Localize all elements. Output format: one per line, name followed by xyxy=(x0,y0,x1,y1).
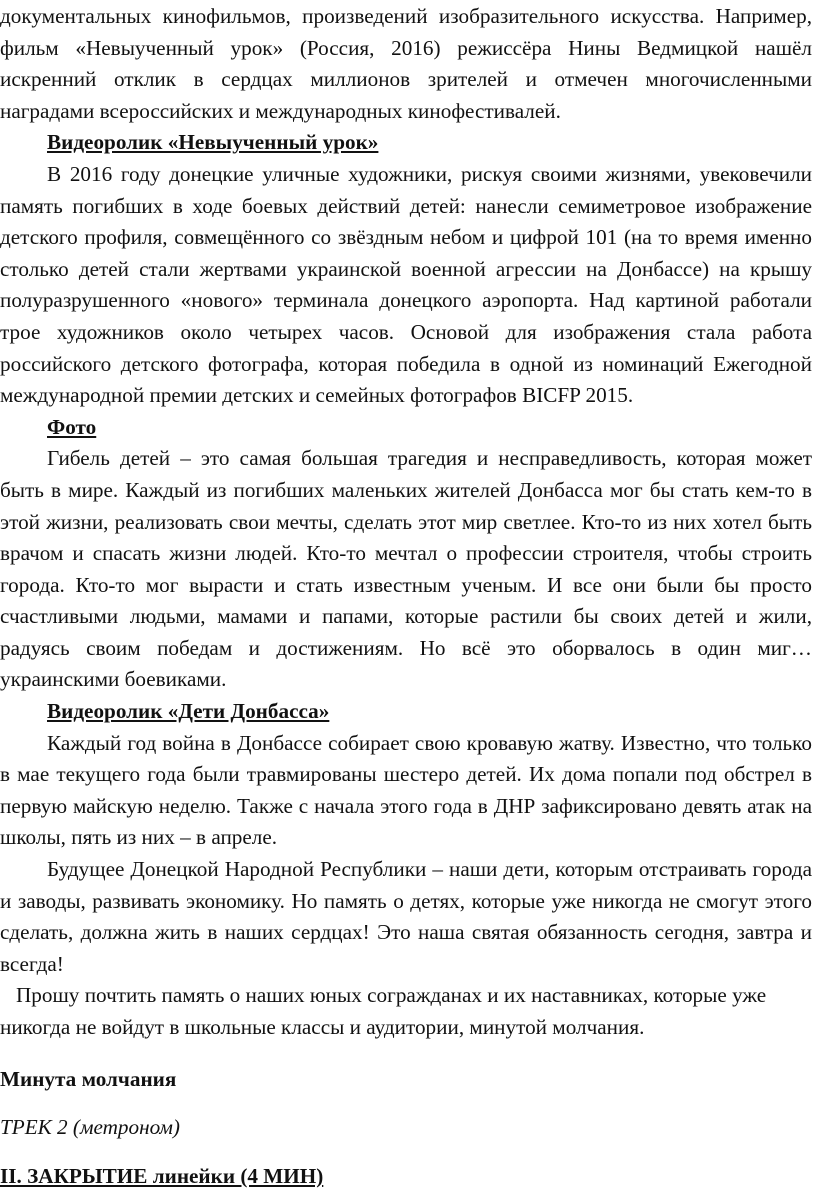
heading-video-unlearned-lesson: Видеоролик «Невыученный урок» xyxy=(47,130,379,155)
heading-video-donbass-children: Видеоролик «Дети Донбасса» xyxy=(47,699,330,724)
paragraph-war-harvest: Каждый год война в Донбассе собирает свою кровавую жатву. Известно, что только в мае текущего года были травмированы шестеро детей. Их дома попали под обстрел в первую майскую неделю. Также с начала этого года в ДНР зафиксировано девять атак на школы, пять из них – в апреле. xyxy=(0,730,812,850)
heading-photo: Фото xyxy=(47,414,97,439)
paragraph-children-tragedy: Гибель детей – это самая большая трагедия и несправедливость, которая может быть в мире. Каждый из погибших маленьких жителей Донбасса мог бы стать кем-то в этой жизни, реализовать свои мечты, сделать этот мир светлее. Кто-то из них хотел быть врачом и спасать жизни людей. Кто-то мечтал о профессии строителя, чтобы строить города. Кто-то мог вырасти и стать известным ученым. И все они были бы просто счастливыми людьми, мамами и папами, которые растили бы своих детей и жили, радуясь своим победам и достижениям. Но всё это оборвалось в один миг… украинскими боевиками. xyxy=(0,446,812,692)
paragraph-films-intro: документальных кинофильмов, произведений изобразительного искусства. Например, фильм «Невыученный урок» (Россия, 2016) режиссёра Нины Ведмицкой нашёл искренний отклик в сердцах миллионов зрителей и отмечен многочисленными наградами всероссийских и международных кинофестивалей. xyxy=(0,4,812,123)
track-metronome-label: ТРЕК 2 (метроном) xyxy=(0,1115,180,1140)
minute-of-silence-label: Минута молчания xyxy=(0,1066,177,1091)
paragraph-moment-of-silence-request: Прошу почтить память о наших юных согражданах и их наставниках, которые уже никогда не войдут в школьные классы и аудитории, минутой молчания. xyxy=(0,983,767,1039)
paragraph-airport-artwork: В 2016 году донецкие уличные художники, рискуя своими жизнями, увековечили память погибших в ходе боевых действий детей: нанесли семиметровое изображение детского профиля, совмещённого со звёздным небом и цифрой 101 (на то время именно столько детей стали жертвами украинской военной агрессии на Донбассе) на крышу полуразрушенного «нового» терминала донецкого аэропорта. Над картиной работали трое художников около четырех часов. Основой для изображения стала работа российского детского фотографа, которая победила в одной из номинаций Ежегодной международной премии детских и семейных фотографов BICFP 2015. xyxy=(0,161,812,408)
paragraph-future-dnr: Будущее Донецкой Народной Республики – наши дети, которым отстраивать города и заводы, развивать экономику. Но память о детях, которые уже никогда не смогут этого сделать, должна жить в наших сердцах! Это наша святая обязанность сегодня, завтра и всегда! xyxy=(0,857,812,976)
closing-section-heading: II. ЗАКРЫТИЕ линейки (4 МИН) xyxy=(0,1163,324,1188)
